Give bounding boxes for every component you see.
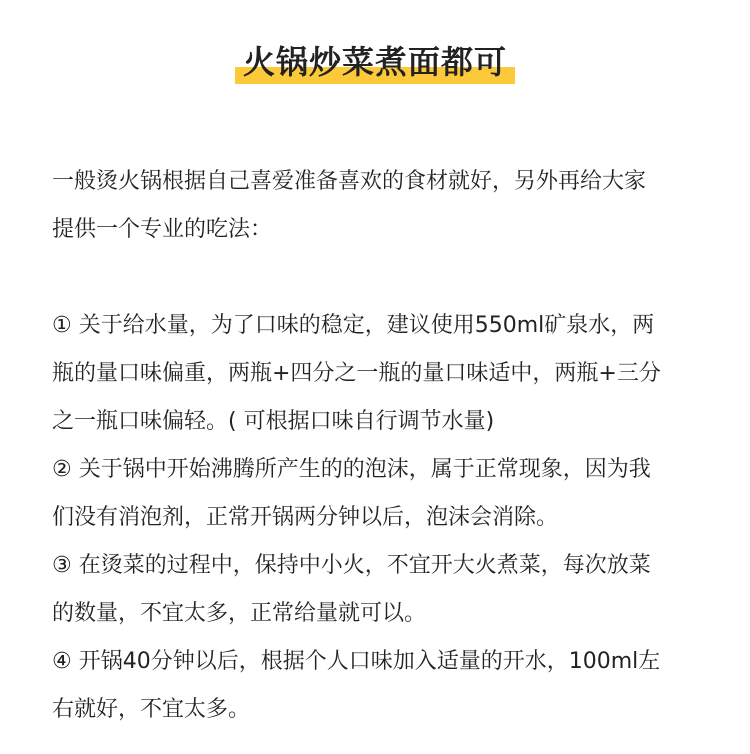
page-title: 火锅炒菜煮面都可	[242, 43, 507, 81]
step-line: 们没有消泡剂，正常开锅两分钟以后，泡沫会消除。	[52, 505, 559, 530]
step-line: ② 关于锅中开始沸腾所产生的的泡沫，属于正常现象，因为我	[52, 457, 651, 482]
title-box	[235, 38, 515, 86]
title-section	[0, 38, 750, 86]
step-line: ① 关于给水量，为了口味的稳定，建议使用550ml矿泉水，两	[52, 313, 655, 338]
step-line: ③ 在烫菜的过程中，保持中小火，不宜开大火煮菜，每次放菜	[52, 553, 651, 578]
step-line: ④ 开锅40分钟以后，根据个人口味加入适量的开水，100ml左	[52, 649, 661, 674]
step-line: 瓶的量口味偏重，两瓶+四分之一瓶的量口味适中，两瓶+三分	[52, 361, 661, 386]
step-line: 的数量，不宜太多，正常给量就可以。	[52, 601, 427, 626]
steps-paragraph	[52, 302, 704, 734]
intro-line: 提供一个专业的吃法：	[52, 217, 273, 242]
step-line: 右就好，不宜太多。	[52, 697, 251, 722]
intro-paragraph	[52, 158, 704, 254]
intro-line: 一般烫火锅根据自己喜爱准备喜欢的食材就好，另外再给大家	[52, 169, 647, 194]
step-line: 之一瓶口味偏轻。( 可根据口味自行调节水量)	[52, 409, 495, 434]
